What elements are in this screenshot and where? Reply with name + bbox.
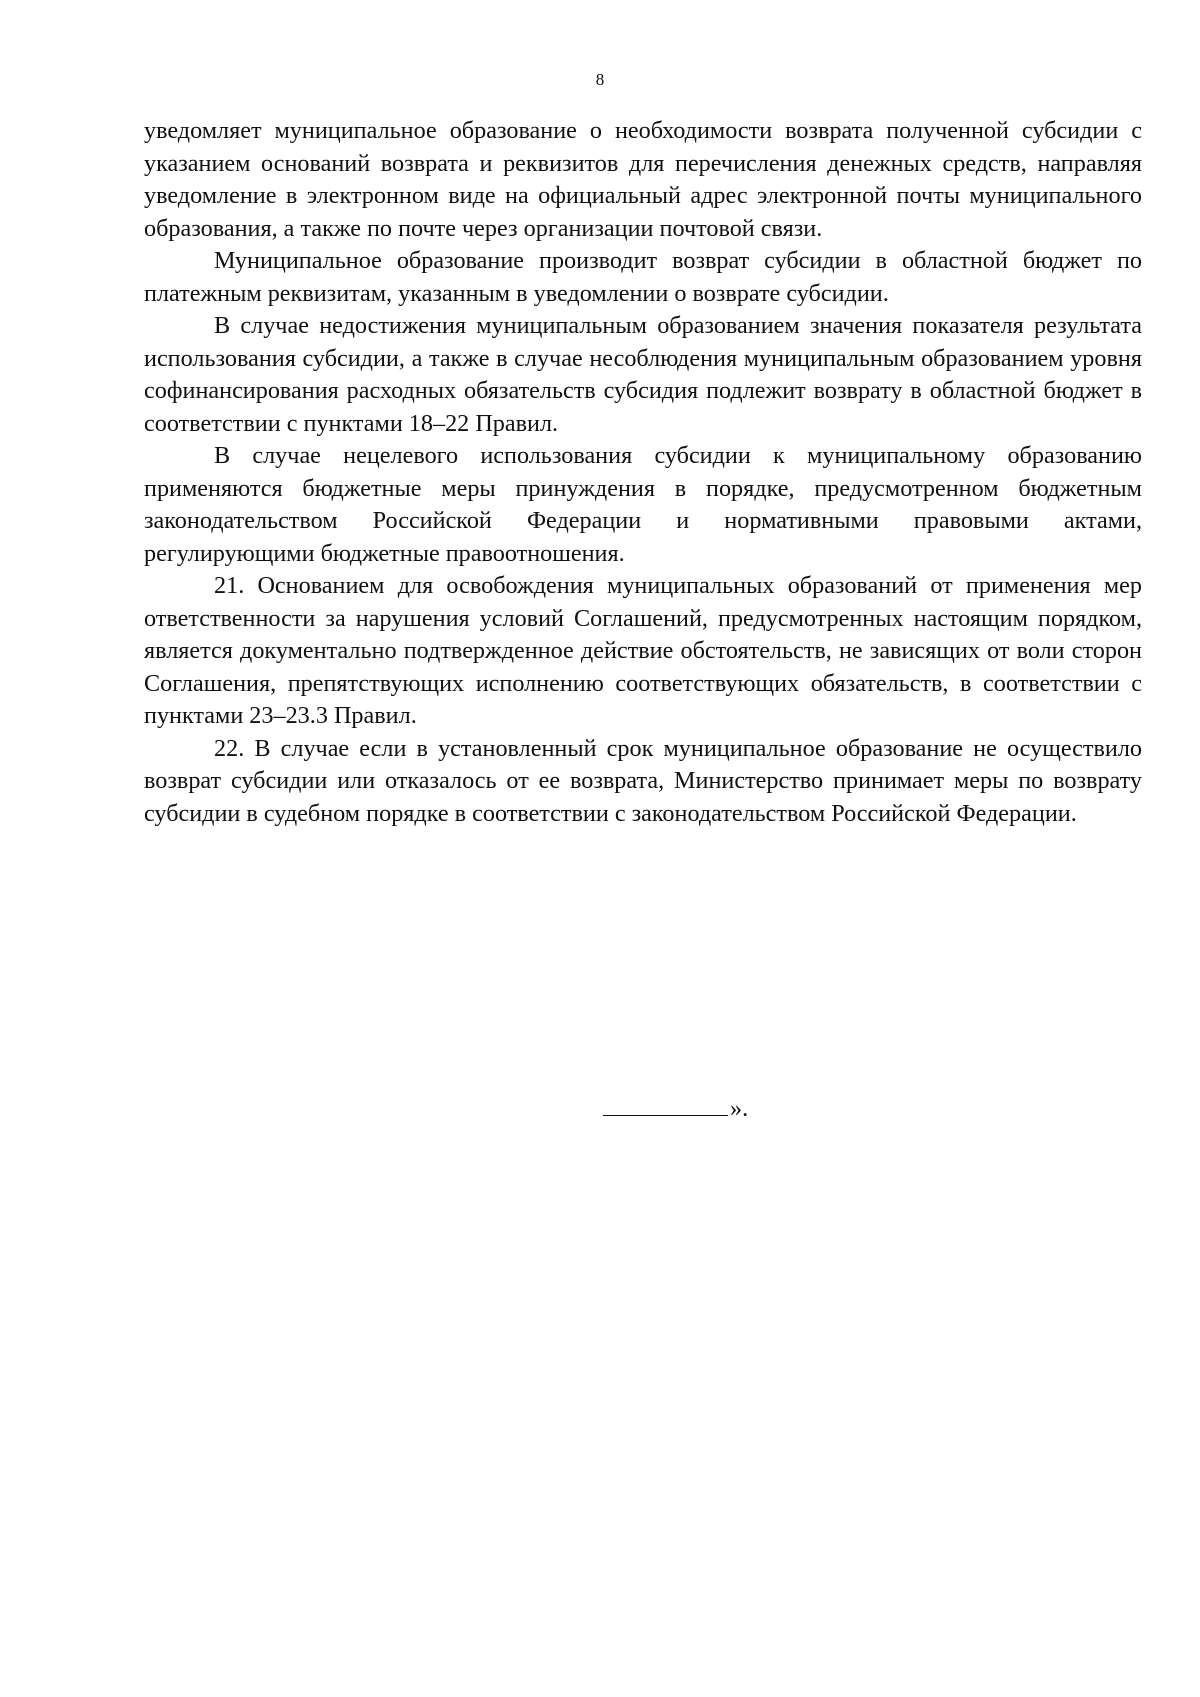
paragraph-item-22: 22. В случае если в установленный срок муниципальное образование не осуществило возврат субсидии или отказалось от ее возврата, Министерство принимает меры по возврату субсидии в судебном порядке в соответствии с законодательством Российской Федерации. [144,734,1142,827]
paragraph-return-notice: уведомляет муниципальное образование о необходимости возврата полученной субсидии с указанием оснований возврата и реквизитов для перечисления денежных средств, направляя уведомление в электронном виде на официальный адрес электронной почты муниципального образования, а также по почте через организации почтовой связи. [144,117,1142,242]
paragraph-indicator-failure: В случае недостижения муниципальным образованием значения показателя результата использования субсидии, а также в случае несоблюдения муниципальным образованием уровня софинансирования расходных обязательств субсидия подлежит возврату в областной бюджет в соответствии с пунктами 18–22 Правил. [144,312,1142,437]
paragraph-misuse-measures: В случае нецелевого использования субсидии к муниципальному образованию применяются бюджетные меры принуждения в порядке, предусмотренном бюджетным законодательством Российской Федерации и нормативными правовыми актами, регулирующими бюджетные правоотношения. [144,442,1142,567]
closing-line-block [603,1093,748,1126]
closing-quote-mark: ». [730,1095,749,1122]
paragraph-return-execution: Муниципальное образование производит возврат субсидии в областной бюджет по платежным реквизитам, указанным в уведомлении о возврате субсидии. [144,247,1142,307]
page-number: 8 [595,70,605,89]
closing-underline [603,1114,728,1116]
document-body [144,115,1142,830]
paragraph-item-21: 21. Основанием для освобождения муниципальных образований от применения мер ответственности за нарушения условий Соглашений, предусмотренных настоящим порядком, является документально подтвержденное действие обстоятельств, не зависящих от воли сторон Соглашения, препятствующих исполнению соответствующих обязательств, в соответствии с пунктами 23–23.3 Правил. [144,572,1142,729]
